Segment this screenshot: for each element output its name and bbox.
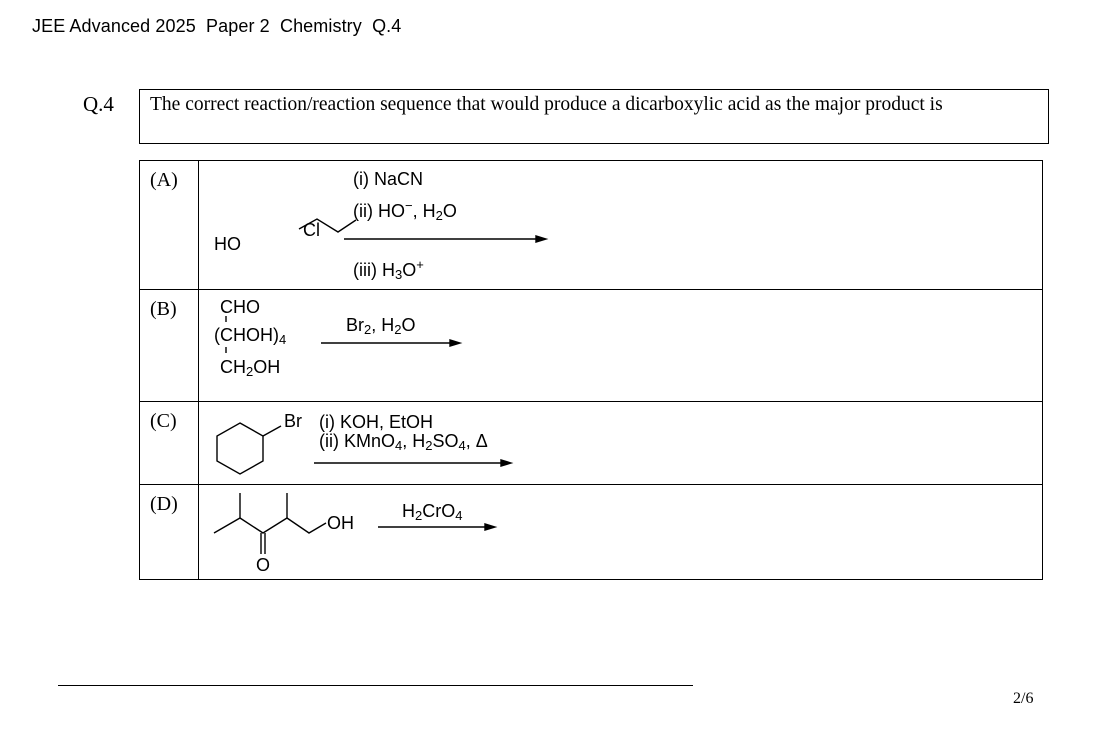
option-b-structure — [199, 290, 1044, 401]
option-c-row — [140, 402, 1043, 485]
bond-c-br — [263, 426, 281, 436]
option-d-structure — [199, 485, 1044, 579]
option-b-row — [140, 290, 1043, 402]
reagent-a-step-2: (ii) HO−, $H_2O$ — [353, 198, 457, 223]
cyclohexane-ring — [217, 423, 263, 474]
option-d-row — [140, 485, 1043, 580]
option-d-label-cell — [140, 485, 199, 580]
reagent-c-step-2: (ii) KMnO$_4$, $H_2SO_4$, Δ — [319, 431, 488, 453]
option-c-content — [199, 402, 1043, 485]
option-a-structure — [199, 161, 1044, 289]
option-d-label: (D) — [150, 493, 178, 515]
substrate-b-chain: $(CHOH)_4$ — [214, 325, 287, 347]
footer-rule — [58, 685, 693, 686]
option-b-content — [199, 290, 1043, 402]
arrow-head-c — [501, 460, 511, 466]
substrate-d-oh: OH — [327, 513, 354, 533]
option-a-label-cell — [140, 161, 199, 290]
option-b-label: (B) — [150, 298, 177, 320]
substrate-d-o: O — [256, 555, 271, 575]
page-number: 2/6 — [1013, 690, 1034, 707]
reagent-b: $Br_2$, $H_2O$ — [346, 315, 416, 337]
reagent-a-step-1: (i) NaCN — [353, 169, 423, 189]
option-c-label: (C) — [150, 410, 177, 432]
substrate-b-cho: CHO — [220, 297, 260, 317]
option-a-content — [199, 161, 1043, 290]
option-a-label: (A) — [150, 169, 178, 191]
carbon-chain-d — [214, 518, 326, 533]
reagent-a-step-3: (iii) $H_3O^+$ — [353, 257, 424, 282]
arrow-head-d — [485, 524, 495, 530]
question-stem: The correct reaction/reaction sequence that would produce a dicarboxylic acid as the major product is — [139, 89, 1049, 144]
option-a-row — [140, 161, 1043, 290]
option-d-content — [199, 485, 1043, 580]
options-table — [139, 160, 1043, 580]
reagent-d: $H_2CrO_4$ — [402, 501, 463, 523]
option-c-label-cell — [140, 402, 199, 485]
substrate-a-cl: Cl — [303, 220, 320, 240]
reagent-c-step-1: (i) KOH, EtOH — [319, 412, 434, 432]
question-number: Q.4 — [83, 92, 114, 116]
option-b-label-cell — [140, 290, 199, 402]
page-header: JEE Advanced 2025 Paper 2 Chemistry Q.4 — [32, 16, 402, 36]
substrate-a-ho: HO — [214, 234, 241, 254]
substrate-b-ch2oh: $CH_2OH$ — [220, 357, 281, 379]
arrow-head-a — [536, 236, 546, 242]
substrate-c-br: Br — [284, 411, 302, 431]
arrow-head-b — [450, 340, 460, 346]
